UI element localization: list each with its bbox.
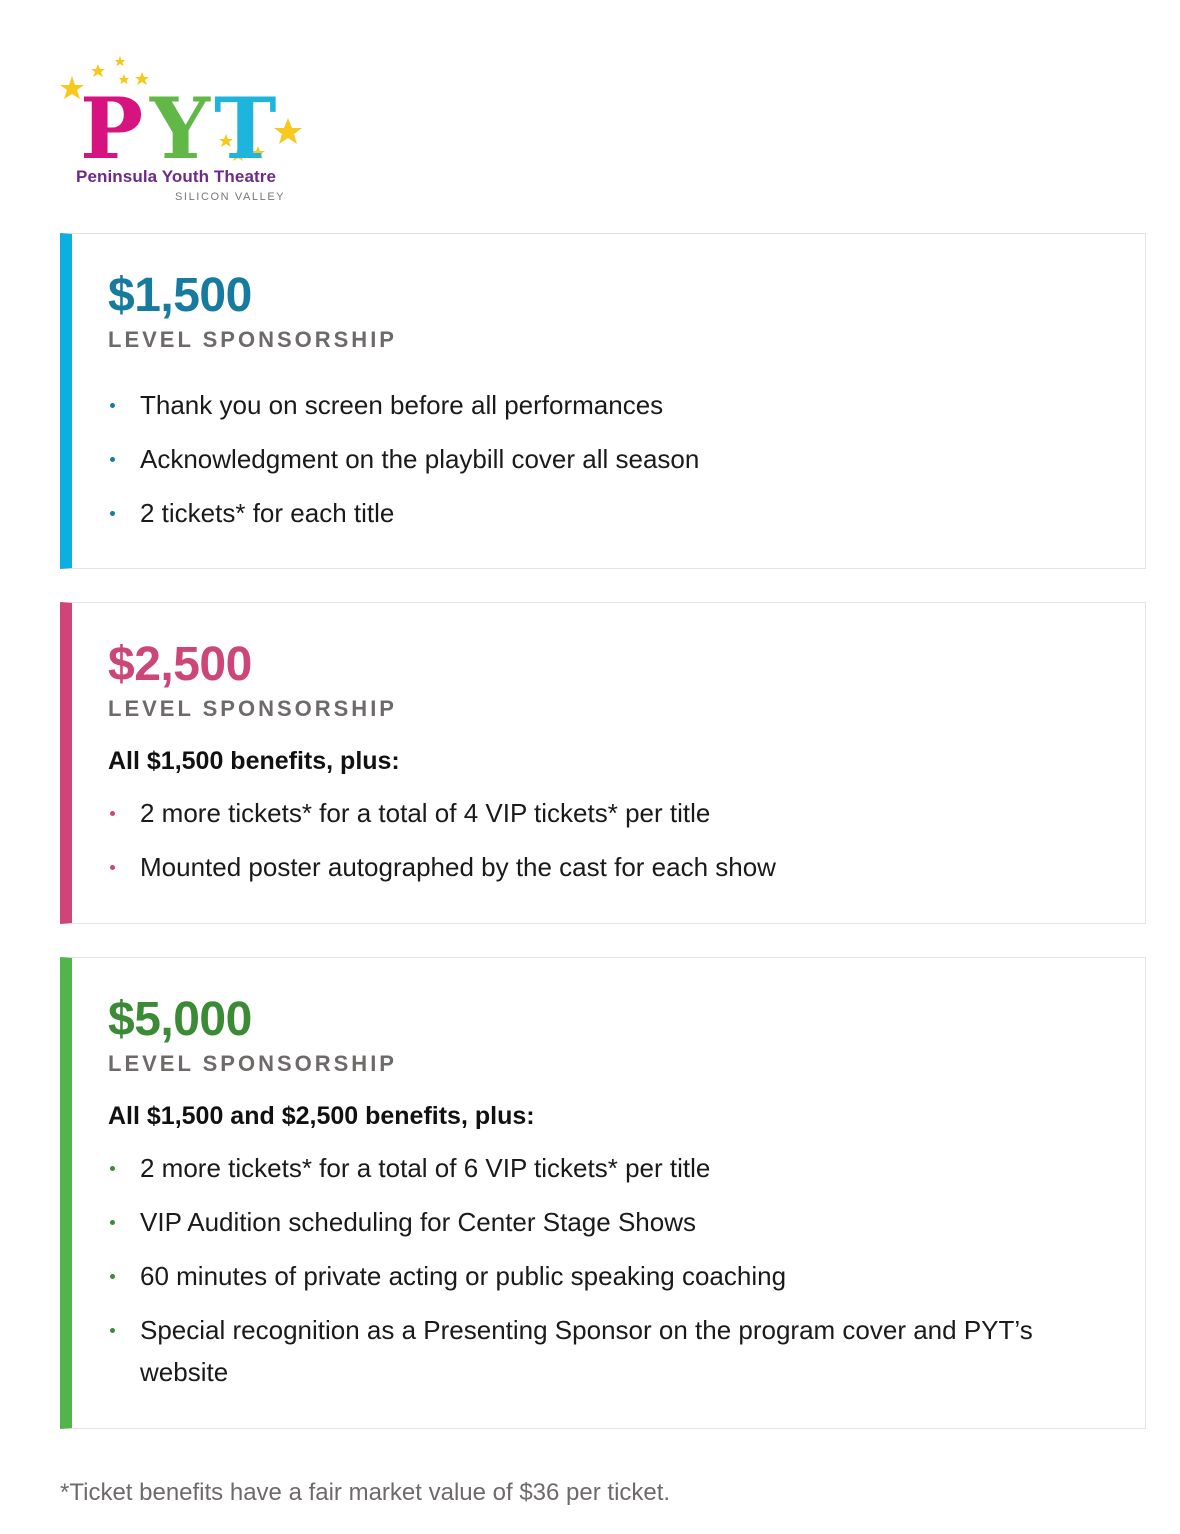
benefit-item [108,1201,1118,1243]
benefit-text: 2 tickets* for each title [140,498,395,528]
benefit-item [108,792,1118,834]
bullet-icon [110,811,115,816]
logo-name: Peninsula Youth Theatre [76,167,277,186]
tier-level-label: LEVEL SPONSORSHIP [108,696,397,721]
ticket-footnote: *Ticket benefits have a fair market value of $36 per ticket. [60,1479,671,1506]
benefit-item [108,846,1118,888]
tier-amount: $1,500 [108,269,252,322]
benefit-item [108,384,1118,426]
pyt-logo-mark [58,54,308,166]
bullet-icon [110,865,115,870]
benefit-item [108,438,1118,480]
benefit-text: 2 more tickets* for a total of 6 VIP tickets* per title [140,1153,711,1183]
bullet-icon [110,1166,115,1171]
benefit-item [108,1255,1118,1297]
tier-level-label: LEVEL SPONSORSHIP [108,327,397,352]
tier-level-label: LEVEL SPONSORSHIP [108,1051,397,1076]
tier-intro: All $1,500 and $2,500 benefits, plus: [108,1102,535,1130]
tier-amount: $5,000 [108,993,252,1046]
benefit-list [108,1147,1118,1405]
benefit-list [108,384,1118,546]
logo-location: SILICON VALLEY [175,191,286,203]
svg-text:T: T [214,79,277,166]
tier-amount: $2,500 [108,638,252,691]
benefit-item [108,1147,1118,1189]
bullet-icon [110,1328,115,1333]
svg-text:P: P [80,79,144,166]
tier-intro: All $1,500 benefits, plus: [108,747,400,775]
benefit-text: 60 minutes of private acting or public speaking coaching [140,1261,787,1291]
benefit-text: Acknowledgment on the playbill cover all season [140,444,700,474]
bullet-icon [110,511,115,516]
bullet-icon [110,403,115,408]
pyt-logo [58,54,308,214]
benefit-text: Special recognition as a Presenting Sponsor on the program cover and PYT’s website [140,1315,1033,1387]
benefit-text: Thank you on screen before all performances [140,390,664,420]
bullet-icon [110,457,115,462]
benefit-text: VIP Audition scheduling for Center Stage Shows [140,1207,696,1237]
svg-text:Y: Y [150,79,210,166]
tier-card-2500 [60,602,1146,924]
benefit-text: Mounted poster autographed by the cast for each show [140,852,776,882]
tier-card-5000 [60,957,1146,1429]
benefit-text: 2 more tickets* for a total of 4 VIP tickets* per title [140,798,711,828]
tier-card-1500 [60,233,1146,569]
benefit-list [108,792,1118,900]
bullet-icon [110,1274,115,1279]
bullet-icon [110,1220,115,1225]
benefit-item [108,1309,1118,1393]
benefit-item [108,492,1118,534]
